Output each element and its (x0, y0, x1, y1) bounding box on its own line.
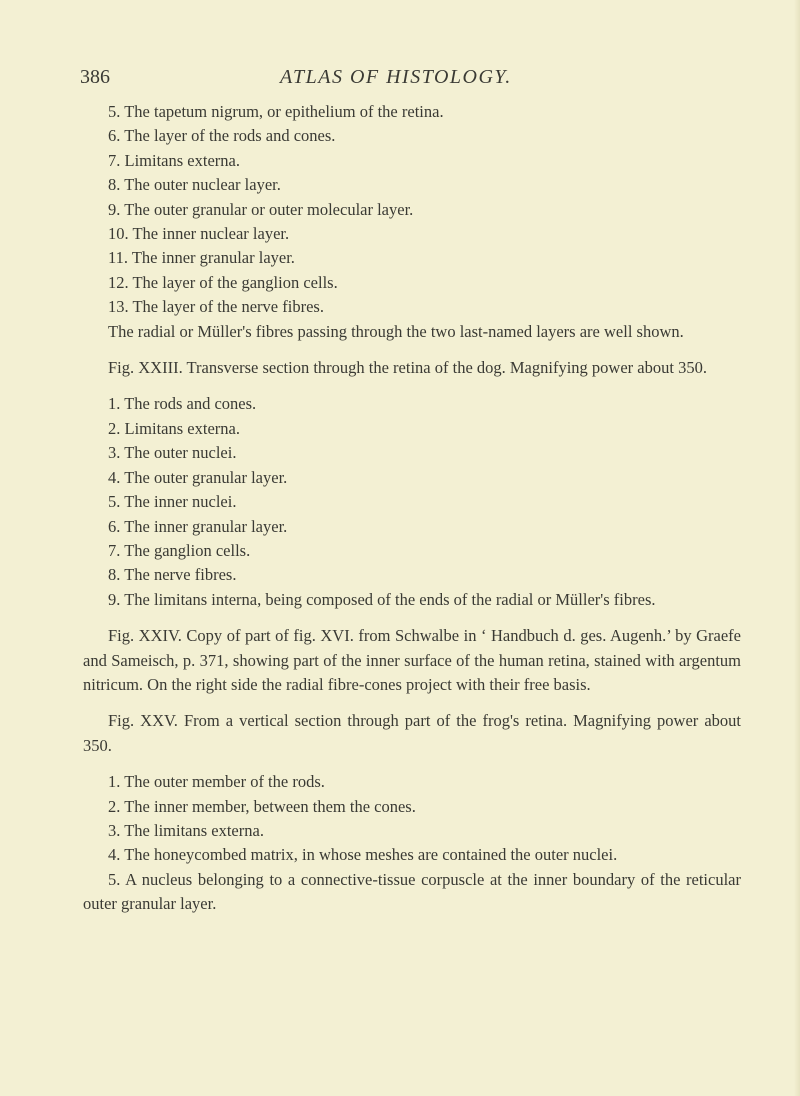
list-item: 6. The layer of the rods and cones. (108, 126, 336, 146)
list-item: 1. The rods and cones. (108, 394, 257, 414)
spacer (83, 380, 741, 392)
list-item: 7. Limitans externa. (108, 150, 240, 170)
list-item: 11. The inner granular layer. (108, 248, 295, 268)
page-header (80, 66, 740, 96)
spacer (83, 758, 741, 770)
list-item: 4. The honeycombed matrix, in whose meshes are contained the outer nuclei. (108, 845, 618, 865)
list-item-nucleus: 5. A nucleus belonging to a connective-tissue corpuscle at the inner boundary of the reticular outer granular layer. (83, 869, 741, 914)
list-item: 3. The limitans externa. (108, 820, 264, 840)
figure-xxiv-caption: Fig. XXIV. Copy of part of fig. XVI. from Schwalbe in ‘ Handbuch d. ges. Augenh.’ by Graefe and Sameisch, p. 371, showing part of the inner surface of the human retina, stained with argentum nitricum. On the right side the radial fibre-cones project with their free basis. (83, 626, 741, 694)
page-edge (794, 0, 800, 1096)
spacer (83, 697, 741, 709)
running-title: ATLAS OF HISTOLOGY. (280, 66, 512, 88)
list-item: 12. The layer of the ganglion cells. (108, 272, 338, 292)
spacer (83, 612, 741, 624)
list-item: 3. The outer nuclei. (108, 443, 237, 463)
page-number: 386 (80, 66, 110, 88)
list-item: 2. Limitans externa. (108, 418, 240, 438)
list-item: 10. The inner nuclear layer. (108, 224, 290, 244)
list-item: 9. The outer granular or outer molecular layer. (108, 199, 414, 219)
spacer (83, 344, 741, 356)
list-item: 13. The layer of the nerve fibres. (108, 297, 324, 317)
list-item: 7. The ganglion cells. (108, 540, 251, 560)
list-item: 2. The inner member, between them the cones. (108, 796, 416, 816)
list-item: 5. The tapetum nigrum, or epithelium of the retina. (108, 102, 444, 121)
list-item-limitans-interna: 9. The limitans interna, being composed of the ends of the radial or Müller's fibres. (108, 589, 656, 609)
list-item: 5. The inner nuclei. (108, 492, 237, 512)
body-text (83, 100, 741, 917)
list-item: 4. The outer granular layer. (108, 467, 288, 487)
list-item: 8. The outer nuclear layer. (108, 175, 281, 195)
list-item: 6. The inner granular layer. (108, 516, 288, 536)
figure-xxiii-caption: Fig. XXIII. Transverse section through the retina of the dog. Magnifying power about 350. (108, 358, 707, 378)
list-item: 1. The outer member of the rods. (108, 772, 325, 792)
list-item: 8. The nerve fibres. (108, 565, 237, 585)
figure-xxv-caption: Fig. XXV. From a vertical section through part of the frog's retina. Magnifying power about 350. (83, 711, 741, 755)
paragraph-radial-fibres: The radial or Müller's fibres passing through the two last-named layers are well shown. (108, 321, 684, 341)
